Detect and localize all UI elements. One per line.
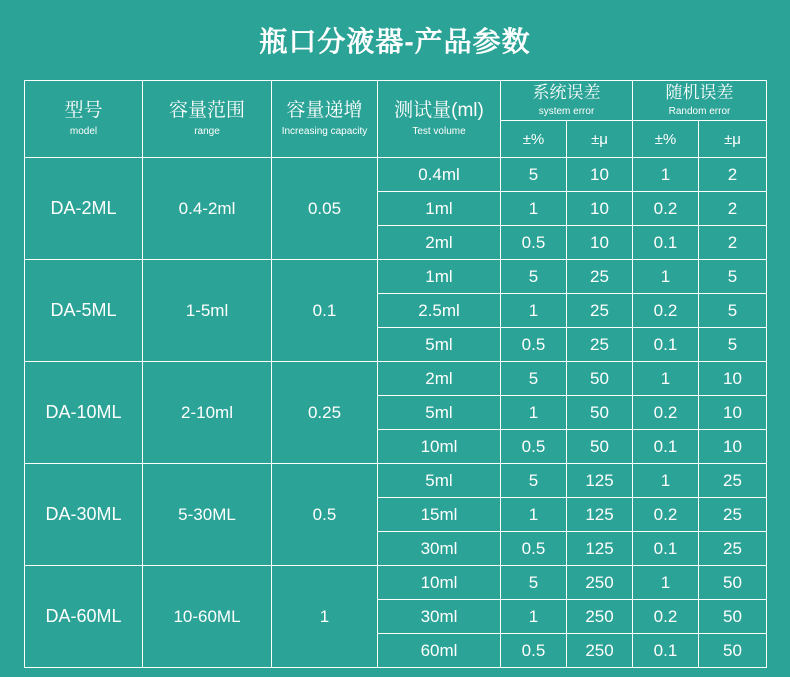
column-group-system-error: [501, 81, 633, 121]
column-header-random-error-percent: ±%: [633, 121, 699, 158]
cell-system-error-micro: 25: [567, 260, 633, 294]
cell-system-error-percent: 0.5: [501, 430, 567, 464]
cell-model: DA-30ML: [25, 464, 143, 566]
column-header-range: [143, 81, 272, 158]
cell-system-error-percent: 5: [501, 566, 567, 600]
cell-increment: 0.5: [272, 464, 378, 566]
cell-test-volume: 60ml: [378, 634, 501, 668]
table-row: [25, 464, 767, 498]
page-title: 瓶口分液器-产品参数: [259, 26, 531, 57]
cell-test-volume: 5ml: [378, 328, 501, 362]
cell-random-error-percent: 0.2: [633, 498, 699, 532]
column-header-random-error-micro: ±μ: [699, 121, 767, 158]
cell-random-error-micro: 25: [699, 464, 767, 498]
column-group-random-error-sub: Random error: [668, 106, 731, 118]
cell-random-error-micro: 10: [699, 396, 767, 430]
cell-random-error-percent: 1: [633, 362, 699, 396]
column-header-system-error-percent: ±%: [501, 121, 567, 158]
cell-system-error-micro: 25: [567, 294, 633, 328]
cell-range: 0.4-2ml: [143, 158, 272, 260]
column-header-test-volume: [378, 81, 501, 158]
cell-random-error-micro: 2: [699, 226, 767, 260]
cell-test-volume: 10ml: [378, 430, 501, 464]
column-header-range-main: 容量范围: [168, 100, 245, 122]
cell-system-error-micro: 125: [567, 498, 633, 532]
cell-increment: 0.05: [272, 158, 378, 260]
cell-system-error-percent: 0.5: [501, 634, 567, 668]
cell-random-error-micro: 10: [699, 430, 767, 464]
cell-random-error-percent: 0.2: [633, 396, 699, 430]
column-header-range-sub: range: [194, 126, 220, 137]
cell-system-error-micro: 50: [567, 430, 633, 464]
cell-random-error-micro: 2: [699, 158, 767, 192]
cell-random-error-percent: 1: [633, 566, 699, 600]
cell-test-volume: 30ml: [378, 600, 501, 634]
cell-random-error-percent: 0.1: [633, 634, 699, 668]
cell-system-error-micro: 125: [567, 532, 633, 566]
table-row: [25, 566, 767, 600]
column-header-increment: [272, 81, 378, 158]
table-row: [25, 362, 767, 396]
cell-random-error-percent: 0.2: [633, 294, 699, 328]
column-header-increment-main: 容量递增: [286, 100, 363, 122]
cell-system-error-micro: 10: [567, 192, 633, 226]
cell-random-error-micro: 2: [699, 192, 767, 226]
column-header-test-volume-main: 测试量(ml): [394, 100, 484, 122]
cell-system-error-micro: 10: [567, 158, 633, 192]
column-header-test-volume-sub: Test volume: [412, 126, 466, 137]
column-header-model: [25, 81, 143, 158]
cell-random-error-micro: 5: [699, 294, 767, 328]
cell-random-error-percent: 1: [633, 464, 699, 498]
cell-random-error-micro: 10: [699, 362, 767, 396]
column-group-system-error-sub: system error: [538, 106, 595, 118]
cell-model: DA-5ML: [25, 260, 143, 362]
cell-test-volume: 0.4ml: [378, 158, 501, 192]
cell-system-error-micro: 25: [567, 328, 633, 362]
cell-random-error-micro: 5: [699, 328, 767, 362]
table-body: [25, 158, 767, 668]
cell-system-error-percent: 5: [501, 158, 567, 192]
page-title-bar: [24, 0, 766, 80]
cell-increment: 1: [272, 566, 378, 668]
header-row-main: [25, 81, 767, 121]
cell-increment: 0.25: [272, 362, 378, 464]
cell-random-error-micro: 25: [699, 532, 767, 566]
cell-test-volume: 10ml: [378, 566, 501, 600]
cell-random-error-percent: 1: [633, 260, 699, 294]
cell-system-error-percent: 0.5: [501, 328, 567, 362]
cell-test-volume: 5ml: [378, 396, 501, 430]
column-header-model-sub: model: [69, 126, 98, 137]
cell-test-volume: 2.5ml: [378, 294, 501, 328]
cell-system-error-percent: 1: [501, 498, 567, 532]
cell-random-error-micro: 50: [699, 634, 767, 668]
cell-random-error-percent: 1: [633, 158, 699, 192]
cell-test-volume: 5ml: [378, 464, 501, 498]
cell-random-error-micro: 25: [699, 498, 767, 532]
cell-range: 5-30ML: [143, 464, 272, 566]
cell-test-volume: 1ml: [378, 260, 501, 294]
cell-system-error-percent: 5: [501, 464, 567, 498]
cell-system-error-micro: 250: [567, 566, 633, 600]
spec-table: [24, 80, 767, 668]
cell-system-error-percent: 1: [501, 294, 567, 328]
column-group-random-error: [633, 81, 767, 121]
column-header-model-main: 型号: [64, 100, 103, 122]
cell-test-volume: 2ml: [378, 362, 501, 396]
cell-range: 10-60ML: [143, 566, 272, 668]
cell-system-error-micro: 50: [567, 362, 633, 396]
cell-system-error-percent: 5: [501, 362, 567, 396]
cell-system-error-micro: 10: [567, 226, 633, 260]
cell-system-error-percent: 1: [501, 600, 567, 634]
cell-test-volume: 30ml: [378, 532, 501, 566]
cell-test-volume: 1ml: [378, 192, 501, 226]
cell-system-error-percent: 1: [501, 396, 567, 430]
cell-increment: 0.1: [272, 260, 378, 362]
cell-system-error-micro: 125: [567, 464, 633, 498]
cell-random-error-micro: 50: [699, 566, 767, 600]
column-header-system-error-micro: ±μ: [567, 121, 633, 158]
cell-random-error-percent: 0.2: [633, 192, 699, 226]
cell-range: 2-10ml: [143, 362, 272, 464]
cell-system-error-percent: 5: [501, 260, 567, 294]
cell-random-error-percent: 0.1: [633, 532, 699, 566]
cell-system-error-percent: 1: [501, 192, 567, 226]
column-group-system-error-main: 系统误差: [532, 83, 601, 102]
cell-system-error-percent: 0.5: [501, 532, 567, 566]
cell-model: DA-60ML: [25, 566, 143, 668]
cell-random-error-percent: 0.1: [633, 430, 699, 464]
cell-random-error-micro: 50: [699, 600, 767, 634]
table-row: [25, 158, 767, 192]
column-group-random-error-main: 随机误差: [665, 83, 734, 102]
table-row: [25, 260, 767, 294]
cell-random-error-micro: 5: [699, 260, 767, 294]
cell-system-error-percent: 0.5: [501, 226, 567, 260]
cell-test-volume: 2ml: [378, 226, 501, 260]
cell-system-error-micro: 250: [567, 600, 633, 634]
cell-random-error-percent: 0.1: [633, 226, 699, 260]
cell-model: DA-10ML: [25, 362, 143, 464]
cell-system-error-micro: 250: [567, 634, 633, 668]
column-header-increment-sub: Increasing capacity: [281, 126, 368, 137]
cell-range: 1-5ml: [143, 260, 272, 362]
cell-system-error-micro: 50: [567, 396, 633, 430]
cell-test-volume: 15ml: [378, 498, 501, 532]
cell-model: DA-2ML: [25, 158, 143, 260]
table-head: [25, 81, 767, 158]
cell-random-error-percent: 0.2: [633, 600, 699, 634]
cell-random-error-percent: 0.1: [633, 328, 699, 362]
